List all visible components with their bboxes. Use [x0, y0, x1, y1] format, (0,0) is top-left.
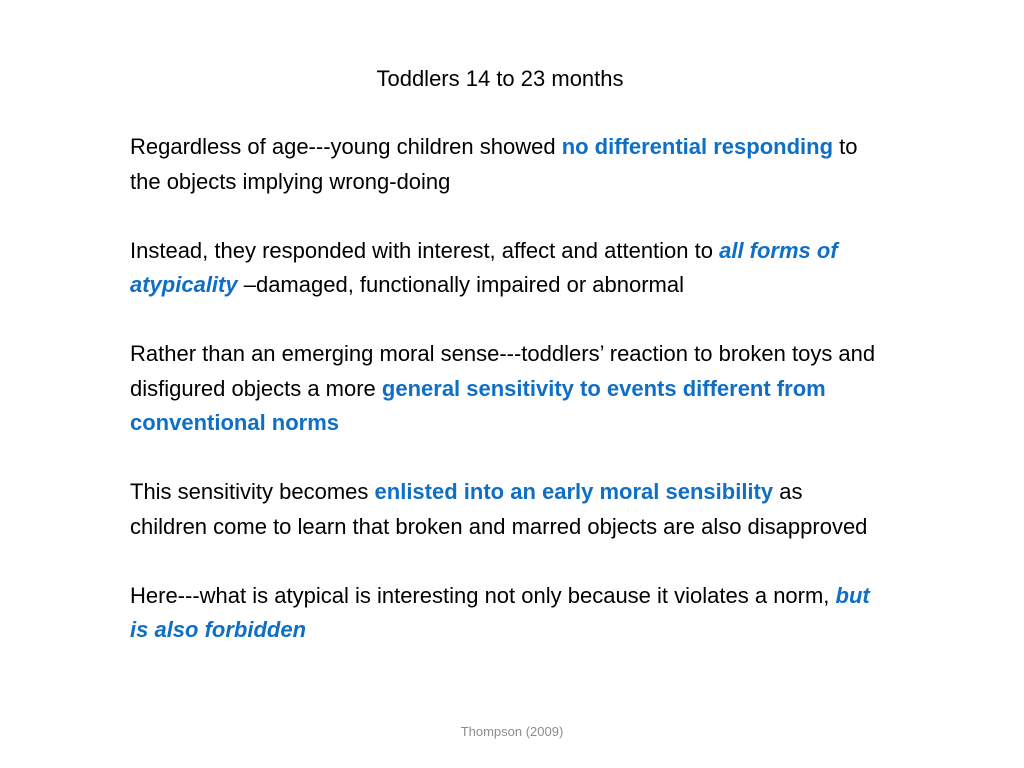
paragraph-2: [130, 234, 880, 303]
paragraph-5: [130, 579, 880, 648]
paragraph-1: [130, 130, 880, 199]
paragraph-4-text-2: as children come to learn that broken and marred objects are also disapproved: [130, 479, 868, 539]
paragraph-5-highlight: but is also forbidden: [130, 582, 870, 642]
slide-title: Toddlers 14 to 23 months: [376, 66, 624, 91]
paragraph-3: [130, 337, 880, 441]
slide-body: [130, 130, 880, 682]
paragraph-2-highlight: all forms of atypicality: [130, 237, 838, 297]
paragraph-1-highlight: no differential responding: [561, 134, 834, 159]
paragraph-4: [130, 475, 880, 544]
paragraph-5-text-1: Here---what is atypical is interesting not only because it violates a norm,: [130, 582, 836, 608]
citation-footer: Thompson (2009): [460, 724, 564, 739]
paragraph-4-highlight: enlisted into an early moral sensibility: [374, 479, 774, 504]
paragraph-3-highlight: general sensitivity to events different from conventional norms: [130, 375, 826, 435]
paragraph-2-text-1: Instead, they responded with interest, affect and attention to: [130, 237, 720, 263]
paragraph-2-text-2: –damaged, functionally impaired or abnormal: [237, 272, 684, 297]
paragraph-1-text-1: Regardless of age---young children showed: [130, 134, 562, 159]
paragraph-1-text-2: to the objects implying wrong-doing: [130, 134, 858, 194]
paragraph-3-text-1: Rather than an emerging moral sense---toddlers’ reaction to broken toys and disfigured objects a more: [130, 341, 876, 401]
paragraph-4-text-1: This sensitivity becomes: [130, 479, 375, 504]
